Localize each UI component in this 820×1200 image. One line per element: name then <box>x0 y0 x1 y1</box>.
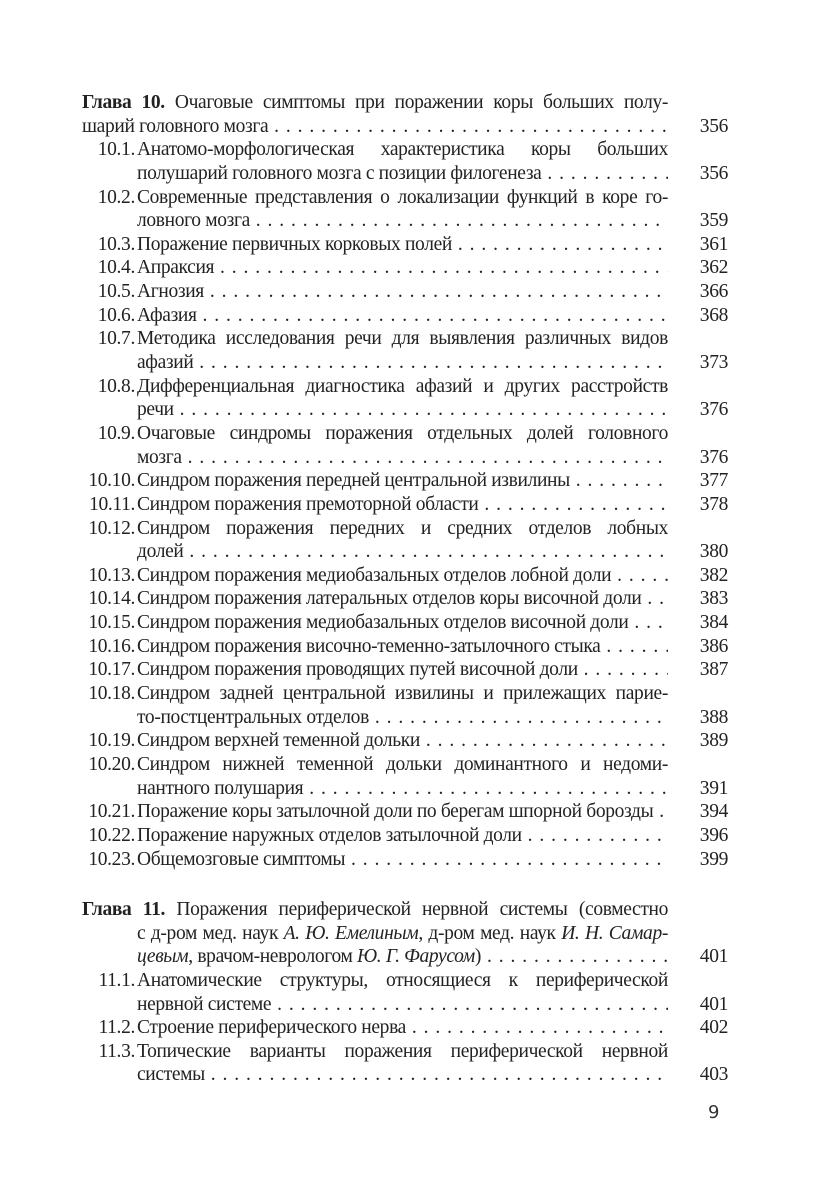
section-title: Синдром поражения проводящих путей височной доли . . . <box>137 659 668 680</box>
toc-entry <box>82 1063 728 1087</box>
section-title: Поражение первичных корковых полей . . . <box>137 234 668 255</box>
section-title: нервной системе . . . <box>137 994 668 1015</box>
toc-entry <box>82 824 728 848</box>
toc-entry <box>82 729 728 753</box>
page-ref: 376 <box>699 446 728 468</box>
section-list <box>82 138 728 871</box>
toc-entry <box>82 138 728 162</box>
toc-entry <box>82 446 728 470</box>
page-ref: 356 <box>699 162 728 184</box>
section-title: Синдром поражения премоторной области . . . <box>137 494 668 515</box>
section-title: Очаговые синдромы поражения отдельных долей головного <box>137 422 668 444</box>
coauthor-name: цевым <box>137 946 189 968</box>
chapter-heading-cont <box>82 115 728 139</box>
toc-entry <box>82 706 728 730</box>
toc-entry <box>82 564 728 588</box>
section-title: афазий . . . <box>137 352 668 373</box>
section-number: 10.12. <box>88 517 135 539</box>
page-ref: 383 <box>699 588 728 610</box>
page-ref: 378 <box>699 493 728 515</box>
toc-entry <box>82 398 728 422</box>
section-number: 10.18. <box>88 683 135 705</box>
toc-entry <box>82 848 728 872</box>
toc-entry <box>82 517 728 541</box>
section-title: Поражение наружных отделов затылочной доли . . . <box>137 825 668 846</box>
section-title: Синдром поражения латеральных отделов коры височной доли . . . <box>137 588 668 609</box>
toc-entry <box>82 753 728 777</box>
page-ref: 376 <box>699 399 728 421</box>
chapter-heading-cont: цевым, врачом-неврологом Ю. Г. Фарусом) . . . 401 <box>82 945 728 969</box>
section-number: 10.19. <box>88 730 135 752</box>
page-ref: 386 <box>699 635 728 657</box>
section-title: Синдром нижней теменной дольки доминантного и недоми- <box>137 753 668 775</box>
toc-entry <box>82 658 728 682</box>
section-number: 10.8. <box>97 375 135 397</box>
toc-entry <box>82 800 728 824</box>
section-number: 11.2. <box>98 1017 135 1039</box>
section-number: 10.4. <box>97 257 135 279</box>
page-ref: 356 <box>699 115 728 137</box>
toc-entry <box>82 493 728 517</box>
section-title: Анатомо-морфологическая характеристика коры больших <box>137 139 668 161</box>
section-title: Синдром поражения передней центральной извилины . . . <box>137 470 668 491</box>
section-number: 10.22. <box>88 824 135 846</box>
section-title: Синдром верхней теменной дольки . . . <box>137 730 668 751</box>
page-ref: 388 <box>699 706 728 728</box>
toc-entry <box>82 280 728 304</box>
section-title: долей . . . <box>137 541 668 562</box>
chapter-title-cont: шарий головного мозга . . . <box>82 116 668 137</box>
section-number: 10.16. <box>88 635 135 657</box>
toc-entry <box>82 469 728 493</box>
chapter-title: Очаговые симптомы при поражении коры больших полу- <box>174 92 668 113</box>
page-ref: 401 <box>699 993 728 1015</box>
page-ref: 377 <box>699 470 728 492</box>
section-number: 10.5. <box>97 281 135 303</box>
toc-entry <box>82 209 728 233</box>
section-number: 10.13. <box>88 564 135 586</box>
section-title: речи . . . <box>137 399 668 420</box>
toc-entry <box>82 375 728 399</box>
chapter-heading <box>82 91 728 115</box>
page-ref: 402 <box>699 1017 728 1039</box>
section-title: Методика исследования речи для выявления различных видов <box>137 328 668 350</box>
toc-chapter-11 <box>82 898 728 1087</box>
page-ref: 362 <box>699 257 728 279</box>
section-title: нантного полушария . . . <box>137 778 668 799</box>
toc-entry <box>82 256 728 280</box>
section-number: 10.14. <box>88 588 135 610</box>
section-title: Анатомические структуры, относящиеся к периферической <box>137 969 668 991</box>
page-ref: 359 <box>699 210 728 232</box>
section-title: Поражение коры затылочной доли по берегам шпорной борозды . . . <box>137 801 668 822</box>
section-number: 10.23. <box>88 848 135 870</box>
section-number: 10.21. <box>88 801 135 823</box>
section-title: то-постцентральных отделов . . . <box>137 707 668 728</box>
section-title: Синдром поражения передних и средних отделов лобных <box>137 517 668 539</box>
section-number: 11.1. <box>98 969 135 991</box>
page-ref: 384 <box>699 612 728 634</box>
section-title: мозга . . . <box>137 447 668 468</box>
toc-entry <box>82 587 728 611</box>
chapter-title: Поражения периферической нервной системы (совместно <box>176 899 668 920</box>
section-number: 10.3. <box>97 233 135 255</box>
toc-entry <box>82 777 728 801</box>
toc-entry <box>82 422 728 446</box>
toc-entry <box>82 635 728 659</box>
toc-entry <box>82 304 728 328</box>
coauthor-name: И. Н. Самар- <box>561 922 668 944</box>
section-number: 10.6. <box>97 304 135 326</box>
section-number: 10.17. <box>88 659 135 681</box>
toc-entry <box>82 162 728 186</box>
chapter-heading <box>82 898 728 922</box>
toc-entry <box>82 969 728 993</box>
coauthor-name: Ю. Г. Фарусом <box>357 946 475 968</box>
page-ref: 396 <box>699 824 728 846</box>
section-number: 10.1. <box>97 139 135 161</box>
page-ref: 368 <box>699 304 728 326</box>
toc-entry <box>82 327 728 351</box>
page-ref: 401 <box>699 946 728 968</box>
page-ref: 403 <box>699 1064 728 1086</box>
chapter-heading-cont: с д-ром мед. наук А. Ю. Емелиным, д-ром мед. наук И. Н. Самар- <box>137 922 668 944</box>
page-ref: 389 <box>699 730 728 752</box>
chapter-label: Глава 11. <box>82 899 166 920</box>
section-title: Топические варианты поражения периферической нервной <box>137 1040 668 1062</box>
page-ref: 366 <box>699 281 728 303</box>
toc-entry <box>82 611 728 635</box>
toc-entry <box>82 186 728 210</box>
page-ref: 394 <box>699 801 728 823</box>
section-title: системы . . . <box>137 1064 668 1085</box>
toc-entry <box>82 540 728 564</box>
section-title: Афазия . . . <box>137 305 668 326</box>
page-ref: 391 <box>699 777 728 799</box>
section-title: Дифференциальная диагностика афазий и других расстройств <box>137 375 668 397</box>
toc-chapter-10 <box>82 91 728 871</box>
section-title: Агнозия . . . <box>137 281 668 302</box>
section-title: Общемозговые симптомы . . . <box>137 849 668 870</box>
section-list <box>82 969 728 1087</box>
section-number: 10.2. <box>97 186 135 208</box>
section-title: Синдром задней центральной извилины и прилежащих парие- <box>137 683 668 705</box>
section-number: 10.20. <box>88 753 135 775</box>
toc-entry <box>82 1040 728 1064</box>
section-title: Синдром поражения медиобазальных отделов лобной доли . . . <box>137 565 668 586</box>
page-ref: 399 <box>699 848 728 870</box>
section-number: 10.9. <box>97 422 135 444</box>
section-title: Современные представления о локализации функций в коре го- <box>137 186 668 208</box>
page-ref: 387 <box>699 659 728 681</box>
section-number: 10.7. <box>97 328 135 350</box>
toc-entry <box>82 1016 728 1040</box>
page-ref: 361 <box>699 233 728 255</box>
section-title: полушарий головного мозга с позиции филогенеза . . . <box>137 163 668 184</box>
chapter-label: Глава 10. <box>82 92 165 113</box>
page-ref: 382 <box>699 564 728 586</box>
section-title: Строение периферического нерва . . . <box>137 1017 668 1038</box>
toc-entry <box>82 993 728 1017</box>
section-number: 10.11. <box>89 493 135 515</box>
section-number: 11.3. <box>98 1040 135 1062</box>
section-number: 10.15. <box>88 612 135 634</box>
section-title: Апраксия . . . <box>137 257 668 278</box>
section-number: 10.10. <box>88 470 135 492</box>
page-ref: 373 <box>699 352 728 374</box>
toc-entry <box>82 233 728 257</box>
toc-entry <box>82 682 728 706</box>
section-title: Синдром поражения височно-теменно-затылочного стыка . . . <box>137 636 668 657</box>
page-number: 9 <box>708 1102 720 1123</box>
toc-entry <box>82 351 728 375</box>
page-ref: 380 <box>699 541 728 563</box>
section-title: ловного мозга . . . <box>137 210 668 231</box>
section-title: Синдром поражения медиобазальных отделов височной доли . . . <box>137 612 668 633</box>
coauthor-name: А. Ю. Емелиным <box>283 922 419 944</box>
